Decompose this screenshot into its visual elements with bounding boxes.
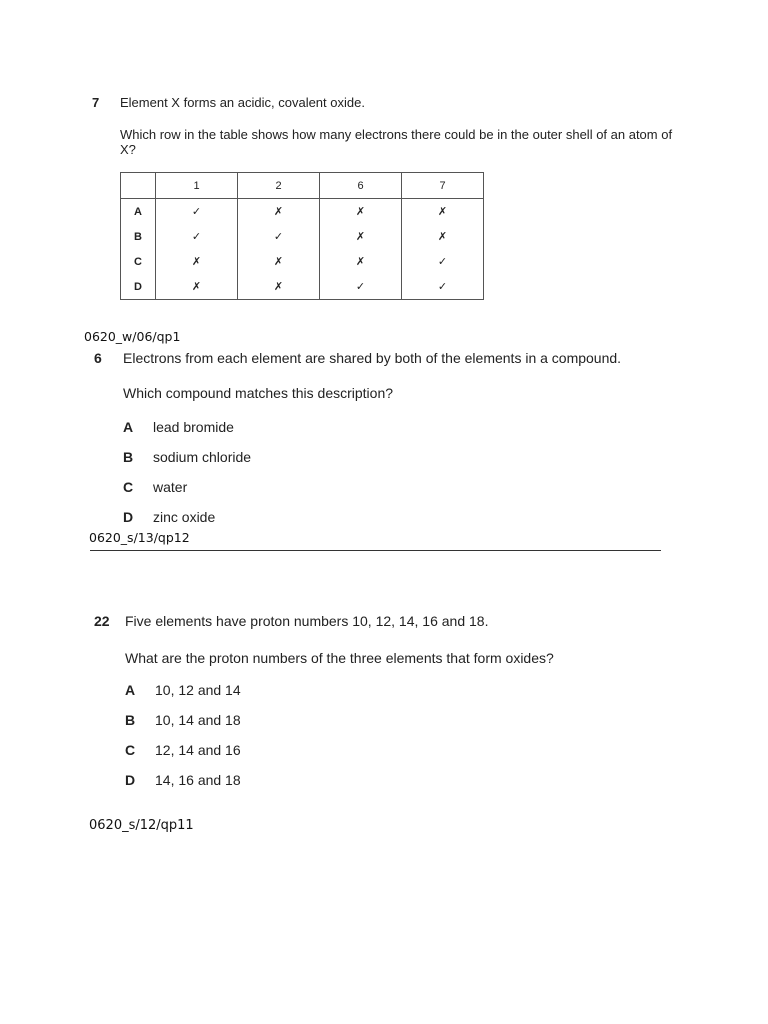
- cell: ✗: [320, 199, 402, 225]
- row-label: C: [121, 249, 156, 274]
- cell: ✓: [320, 274, 402, 300]
- cell: ✓: [402, 274, 484, 300]
- row-label: D: [121, 274, 156, 300]
- source-reference: 0620_s/13/qp12: [89, 530, 190, 545]
- cell: ✓: [156, 199, 238, 225]
- cell: ✗: [238, 274, 320, 300]
- option-text: 14, 16 and 18: [155, 772, 241, 788]
- source-reference: 0620_w/06/qp1: [84, 329, 181, 344]
- question-text: Which row in the table shows how many electrons there could be in the outer shell of an atom of: [120, 127, 673, 142]
- option-letter: C: [125, 742, 136, 758]
- option-text: water: [153, 479, 188, 495]
- source-reference: 0620_s/12/qp11: [89, 818, 194, 833]
- option-letter: D: [125, 772, 136, 788]
- option-text: 12, 14 and 16: [155, 742, 241, 758]
- option-text: zinc oxide: [153, 509, 216, 525]
- column-header: 7: [402, 173, 484, 199]
- question-number: 7: [92, 95, 100, 110]
- cell: ✓: [238, 224, 320, 249]
- question-text: What are the proton numbers of the three elements that form oxides?: [125, 650, 554, 666]
- question-stem: Electrons from each element are shared by both of the elements in a compound.: [123, 350, 622, 366]
- option-text: sodium chloride: [153, 449, 252, 465]
- column-header: 1: [156, 173, 238, 199]
- option-letter: D: [123, 509, 134, 525]
- cell: ✓: [402, 249, 484, 274]
- option-letter: B: [123, 449, 134, 465]
- question-text: X?: [120, 142, 136, 157]
- cell: ✗: [320, 249, 402, 274]
- option-letter: B: [125, 712, 136, 728]
- cell: ✗: [238, 199, 320, 225]
- cell: ✗: [320, 224, 402, 249]
- cell: ✓: [156, 224, 238, 249]
- column-header: 6: [320, 173, 402, 199]
- option-text: lead bromide: [153, 419, 234, 435]
- option-text: 10, 12 and 14: [155, 682, 241, 698]
- cell: ✗: [156, 274, 238, 300]
- table-row: [121, 274, 484, 300]
- table-row: [121, 249, 484, 274]
- question-stem: Element X forms an acidic, covalent oxide.: [120, 95, 365, 110]
- table-corner: [121, 173, 156, 199]
- option-letter: A: [123, 419, 134, 435]
- cell: ✗: [238, 249, 320, 274]
- question-stem: Five elements have proton numbers 10, 12, 14, 16 and 18.: [125, 613, 489, 629]
- table-row: [121, 199, 484, 225]
- cell: ✗: [402, 224, 484, 249]
- cell: ✗: [156, 249, 238, 274]
- column-header: 2: [238, 173, 320, 199]
- question-number: 22: [94, 613, 110, 629]
- option-letter: A: [125, 682, 136, 698]
- option-letter: C: [123, 479, 134, 495]
- divider: [90, 550, 661, 551]
- question-number: 6: [94, 350, 102, 366]
- cell: ✗: [402, 199, 484, 225]
- question-text: Which compound matches this description?: [123, 385, 394, 401]
- answer-table: [120, 172, 484, 300]
- row-label: B: [121, 224, 156, 249]
- row-label: A: [121, 199, 156, 225]
- option-text: 10, 14 and 18: [155, 712, 241, 728]
- table-row: [121, 224, 484, 249]
